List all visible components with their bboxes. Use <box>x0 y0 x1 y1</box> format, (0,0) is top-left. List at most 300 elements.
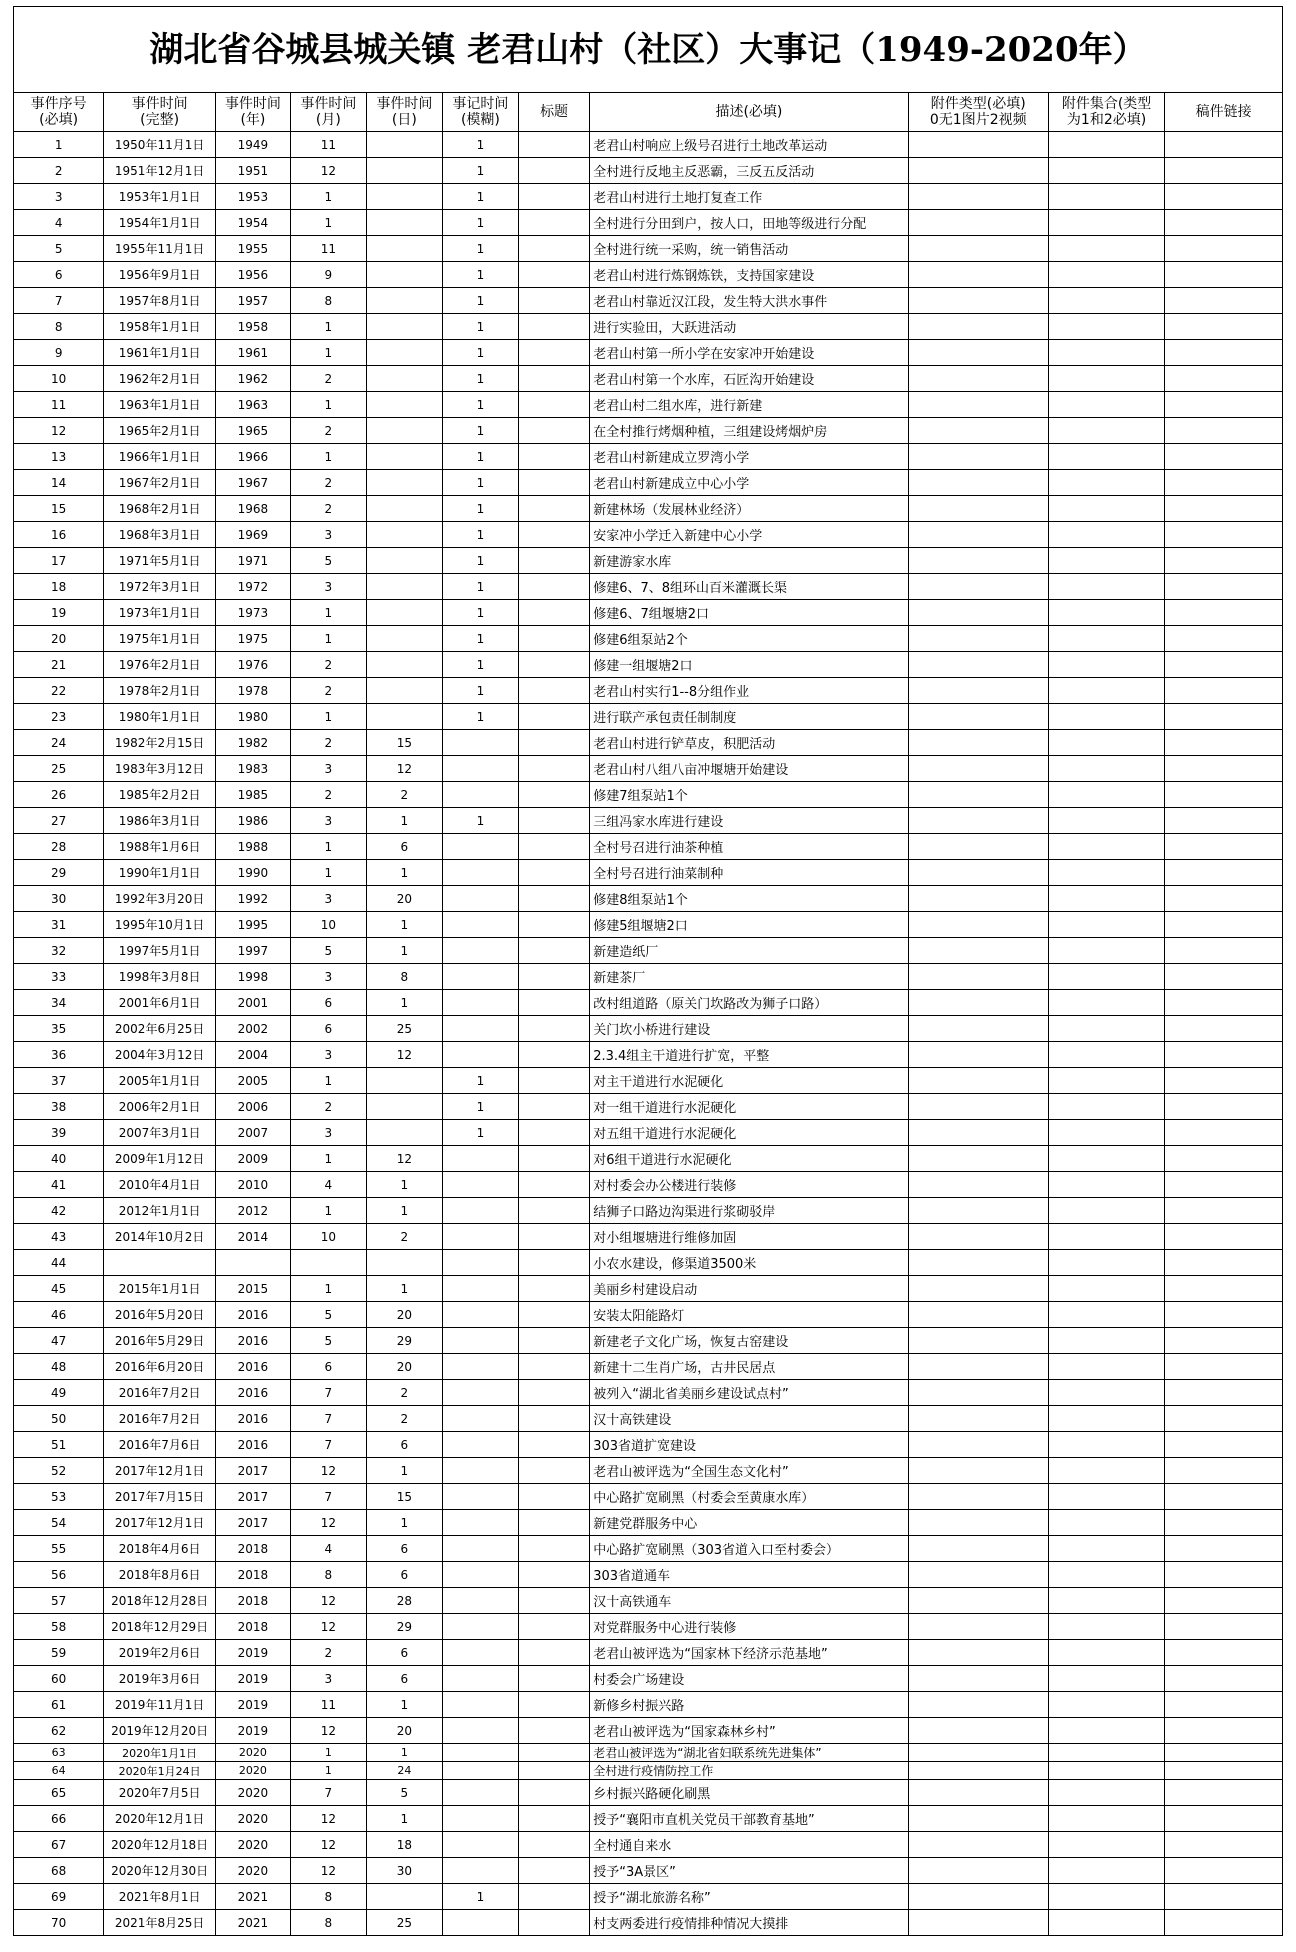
table-cell: 61 <box>14 1692 104 1718</box>
table-cell <box>1165 1068 1283 1094</box>
table-cell <box>442 1432 518 1458</box>
table-cell: 2020年7月5日 <box>104 1780 216 1806</box>
table-cell: 60 <box>14 1666 104 1692</box>
table-cell: 1 <box>290 1198 366 1224</box>
table-cell: 69 <box>14 1884 104 1910</box>
table-cell <box>442 1762 518 1780</box>
table-cell <box>908 548 1048 574</box>
table-cell: 1 <box>442 236 518 262</box>
table-cell: 全村号召进行油茶种植 <box>590 834 908 860</box>
table-cell: 1975年1月1日 <box>104 626 216 652</box>
table-cell <box>442 1780 518 1806</box>
table-cell: 2016 <box>215 1380 290 1406</box>
table-row <box>14 288 1283 314</box>
table-cell: 1997 <box>215 938 290 964</box>
table-row <box>14 1884 1283 1910</box>
table-cell <box>1165 1806 1283 1832</box>
column-header: 稿件链接 <box>1165 93 1283 132</box>
table-cell: 1 <box>366 1692 442 1718</box>
table-cell: 26 <box>14 782 104 808</box>
table-cell <box>518 288 589 314</box>
table-cell: 20 <box>14 626 104 652</box>
table-cell: 2012 <box>215 1198 290 1224</box>
table-cell <box>442 1016 518 1042</box>
table-cell: 28 <box>366 1588 442 1614</box>
table-cell: 2021 <box>215 1910 290 1936</box>
table-cell: 1968年3月1日 <box>104 522 216 548</box>
table-cell <box>518 418 589 444</box>
table-cell: 乡村振兴路硬化刷黑 <box>590 1780 908 1806</box>
table-cell: 1992 <box>215 886 290 912</box>
table-cell <box>1165 1354 1283 1380</box>
table-cell <box>366 262 442 288</box>
table-cell <box>908 470 1048 496</box>
table-cell: 20 <box>366 1354 442 1380</box>
table-cell: 54 <box>14 1510 104 1536</box>
column-header: 事件时间 (月) <box>290 93 366 132</box>
table-cell: 1963年1月1日 <box>104 392 216 418</box>
table-row <box>14 1432 1283 1458</box>
table-row <box>14 1762 1283 1780</box>
table-cell: 6 <box>366 1666 442 1692</box>
table-cell: 6 <box>290 990 366 1016</box>
table-cell: 1967 <box>215 470 290 496</box>
table-cell <box>1048 1666 1164 1692</box>
table-cell: 修建5组堰塘2口 <box>590 912 908 938</box>
table-cell <box>1048 184 1164 210</box>
table-cell <box>1165 288 1283 314</box>
table-cell: 3 <box>14 184 104 210</box>
table-cell <box>1165 444 1283 470</box>
table-cell: 1992年3月20日 <box>104 886 216 912</box>
table-cell <box>1165 1432 1283 1458</box>
table-cell: 小农水建设，修渠道3500米 <box>590 1250 908 1276</box>
table-cell: 村支两委进行疫情排种情况大摸排 <box>590 1910 908 1936</box>
table-cell <box>366 1120 442 1146</box>
table-cell <box>366 392 442 418</box>
table-cell: 11 <box>290 236 366 262</box>
table-cell <box>518 886 589 912</box>
table-cell: 对村委会办公楼进行装修 <box>590 1172 908 1198</box>
table-cell: 1998年3月8日 <box>104 964 216 990</box>
table-cell: 老君山村第一个水库，石匠沟开始建设 <box>590 366 908 392</box>
table-cell <box>1165 1666 1283 1692</box>
table-cell: 老君山村响应上级号召进行土地改革运动 <box>590 132 908 158</box>
table-cell: 2019年3月6日 <box>104 1666 216 1692</box>
table-cell: 38 <box>14 1094 104 1120</box>
table-cell: 1 <box>442 678 518 704</box>
table-cell: 18 <box>366 1832 442 1858</box>
table-cell: 2020年1月1日 <box>104 1744 216 1762</box>
table-cell: 1986年3月1日 <box>104 808 216 834</box>
table-cell <box>908 1146 1048 1172</box>
table-cell: 1 <box>442 808 518 834</box>
column-header: 标题 <box>518 93 589 132</box>
table-cell: 7 <box>290 1780 366 1806</box>
table-cell <box>1165 730 1283 756</box>
table-cell: 63 <box>14 1744 104 1762</box>
table-cell <box>1048 1094 1164 1120</box>
table-cell <box>1048 1718 1164 1744</box>
table-cell <box>1165 678 1283 704</box>
table-cell: 51 <box>14 1432 104 1458</box>
table-cell: 1966年1月1日 <box>104 444 216 470</box>
table-cell <box>1048 1068 1164 1094</box>
table-cell <box>1048 964 1164 990</box>
table-cell: 1956 <box>215 262 290 288</box>
table-cell <box>1048 288 1164 314</box>
table-cell <box>908 1120 1048 1146</box>
table-cell <box>518 1666 589 1692</box>
table-cell: 1967年2月1日 <box>104 470 216 496</box>
table-row <box>14 626 1283 652</box>
table-cell <box>1165 1780 1283 1806</box>
column-header: 事记时间 (模糊) <box>442 93 518 132</box>
table-cell <box>366 652 442 678</box>
table-cell <box>1165 1718 1283 1744</box>
table-cell <box>1048 444 1164 470</box>
table-cell <box>518 496 589 522</box>
table-cell <box>518 938 589 964</box>
table-cell <box>908 1614 1048 1640</box>
table-cell <box>518 1120 589 1146</box>
table-cell <box>908 1380 1048 1406</box>
table-cell: 2017 <box>215 1458 290 1484</box>
table-cell <box>908 1718 1048 1744</box>
table-cell <box>1165 1250 1283 1276</box>
table-cell <box>518 990 589 1016</box>
table-cell: 新建十二生肖广场，古井民居点 <box>590 1354 908 1380</box>
table-row <box>14 834 1283 860</box>
table-cell: 对党群服务中心进行装修 <box>590 1614 908 1640</box>
table-cell: 2 <box>290 782 366 808</box>
table-cell <box>908 184 1048 210</box>
column-header: 附件类型(必填) 0无1图片2视频 <box>908 93 1048 132</box>
table-cell: 1 <box>366 1744 442 1762</box>
table-cell: 1 <box>442 366 518 392</box>
table-cell <box>1165 340 1283 366</box>
table-cell <box>908 730 1048 756</box>
table-row <box>14 652 1283 678</box>
table-cell: 30 <box>14 886 104 912</box>
table-cell <box>442 1484 518 1510</box>
table-cell: 老君山村实行1--8分组作业 <box>590 678 908 704</box>
table-cell <box>1165 1380 1283 1406</box>
table-cell: 1 <box>290 626 366 652</box>
table-cell: 1 <box>442 522 518 548</box>
table-cell: 1990 <box>215 860 290 886</box>
table-cell: 12 <box>290 1614 366 1640</box>
table-cell <box>1165 1762 1283 1780</box>
table-cell: 12 <box>290 1832 366 1858</box>
table-cell <box>518 1224 589 1250</box>
table-cell <box>1048 1328 1164 1354</box>
table-cell <box>908 626 1048 652</box>
table-cell: 1973 <box>215 600 290 626</box>
table-cell: 2 <box>290 496 366 522</box>
table-row <box>14 704 1283 730</box>
table-cell: 老君山村新建成立罗湾小学 <box>590 444 908 470</box>
table-cell: 1 <box>290 444 366 470</box>
table-cell: 1950年11月1日 <box>104 132 216 158</box>
table-cell <box>442 886 518 912</box>
table-cell: 被列入“湖北省美丽乡建设试点村” <box>590 1380 908 1406</box>
table-cell: 6 <box>366 1640 442 1666</box>
table-cell <box>1048 704 1164 730</box>
table-cell <box>908 1510 1048 1536</box>
table-cell <box>518 756 589 782</box>
table-cell: 25 <box>366 1016 442 1042</box>
table-cell <box>1048 1172 1164 1198</box>
table-cell: 5 <box>290 1302 366 1328</box>
table-cell <box>1165 418 1283 444</box>
table-cell: 2006年2月1日 <box>104 1094 216 1120</box>
table-cell <box>1048 938 1164 964</box>
table-row <box>14 1614 1283 1640</box>
table-cell <box>908 1484 1048 1510</box>
table-cell <box>908 938 1048 964</box>
column-header: 事件时间 (完整) <box>104 93 216 132</box>
table-cell <box>1048 496 1164 522</box>
table-cell <box>1048 1780 1164 1806</box>
table-cell <box>1165 886 1283 912</box>
table-cell <box>1048 990 1164 1016</box>
table-cell <box>908 496 1048 522</box>
table-cell <box>1048 548 1164 574</box>
table-cell <box>518 314 589 340</box>
table-cell <box>908 912 1048 938</box>
table-cell: 25 <box>14 756 104 782</box>
table-cell: 2017年12月1日 <box>104 1510 216 1536</box>
table-cell <box>908 444 1048 470</box>
table-cell <box>518 1562 589 1588</box>
table-cell: 2 <box>290 470 366 496</box>
table-cell: 1 <box>14 132 104 158</box>
table-cell <box>442 1536 518 1562</box>
table-cell: 1 <box>290 1744 366 1762</box>
table-cell: 1955 <box>215 236 290 262</box>
table-row <box>14 132 1283 158</box>
table-cell <box>908 652 1048 678</box>
table-cell: 全村号召进行油菜制种 <box>590 860 908 886</box>
table-row <box>14 1406 1283 1432</box>
table-cell: 1971年5月1日 <box>104 548 216 574</box>
table-cell: 2007年3月1日 <box>104 1120 216 1146</box>
table-cell: 12 <box>290 1718 366 1744</box>
table-cell <box>1048 574 1164 600</box>
table-cell <box>518 340 589 366</box>
table-cell: 2019 <box>215 1692 290 1718</box>
table-cell <box>1165 1536 1283 1562</box>
table-cell <box>908 132 1048 158</box>
table-cell: 2017 <box>215 1510 290 1536</box>
table-cell <box>442 1510 518 1536</box>
table-cell <box>518 1910 589 1936</box>
table-cell: 1 <box>290 704 366 730</box>
table-cell: 1966 <box>215 444 290 470</box>
table-cell: 1 <box>442 704 518 730</box>
table-cell: 1 <box>290 1146 366 1172</box>
table-cell: 3 <box>290 522 366 548</box>
table-cell: 村委会广场建设 <box>590 1666 908 1692</box>
table-cell: 35 <box>14 1016 104 1042</box>
table-cell: 安家冲小学迁入新建中心小学 <box>590 522 908 548</box>
table-cell: 43 <box>14 1224 104 1250</box>
table-cell: 23 <box>14 704 104 730</box>
table-row <box>14 366 1283 392</box>
table-cell: 老君山村新建成立中心小学 <box>590 470 908 496</box>
table-cell: 新建茶厂 <box>590 964 908 990</box>
table-cell <box>518 652 589 678</box>
table-cell: 1968年2月1日 <box>104 496 216 522</box>
table-cell: 1 <box>290 1276 366 1302</box>
table-cell: 1 <box>442 418 518 444</box>
table-cell: 4 <box>290 1536 366 1562</box>
table-cell: 3 <box>290 1120 366 1146</box>
table-cell <box>518 1068 589 1094</box>
table-cell <box>366 340 442 366</box>
table-cell <box>1048 652 1164 678</box>
table-row <box>14 1380 1283 1406</box>
table-cell: 1953年1月1日 <box>104 184 216 210</box>
table-cell: 48 <box>14 1354 104 1380</box>
table-cell <box>366 704 442 730</box>
table-cell: 2010 <box>215 1172 290 1198</box>
table-cell: 1 <box>442 158 518 184</box>
table-cell <box>1048 1380 1164 1406</box>
table-cell: 1953 <box>215 184 290 210</box>
table-cell: 1 <box>366 1458 442 1484</box>
table-cell: 2021年8月25日 <box>104 1910 216 1936</box>
table-cell <box>366 1250 442 1276</box>
table-cell <box>518 1806 589 1832</box>
table-cell: 2 <box>290 1094 366 1120</box>
table-cell: 1968 <box>215 496 290 522</box>
table-cell <box>1165 366 1283 392</box>
table-cell <box>908 262 1048 288</box>
table-cell: 全村进行统一采购，统一销售活动 <box>590 236 908 262</box>
table-cell <box>442 990 518 1016</box>
table-cell: 11 <box>290 1692 366 1718</box>
table-row <box>14 236 1283 262</box>
table-cell: 关门坎小桥进行建设 <box>590 1016 908 1042</box>
table-row <box>14 938 1283 964</box>
table-cell <box>908 1016 1048 1042</box>
table-cell <box>442 1042 518 1068</box>
table-cell: 2020 <box>215 1762 290 1780</box>
table-cell: 49 <box>14 1380 104 1406</box>
table-cell: 2020年1月24日 <box>104 1762 216 1780</box>
table-cell <box>908 1250 1048 1276</box>
table-cell <box>1048 1198 1164 1224</box>
table-cell <box>1165 548 1283 574</box>
table-cell: 30 <box>366 1858 442 1884</box>
table-cell <box>908 1224 1048 1250</box>
table-row <box>14 808 1283 834</box>
table-row <box>14 1562 1283 1588</box>
table-cell: 全村进行疫情防控工作 <box>590 1762 908 1780</box>
table-cell <box>1165 236 1283 262</box>
table-cell: 1 <box>442 496 518 522</box>
table-row <box>14 964 1283 990</box>
table-cell: 46 <box>14 1302 104 1328</box>
table-cell: 25 <box>366 1910 442 1936</box>
table-cell: 老君山被评选为“全国生态文化村” <box>590 1458 908 1484</box>
table-cell: 33 <box>14 964 104 990</box>
table-row <box>14 522 1283 548</box>
table-cell <box>366 132 442 158</box>
table-cell <box>1165 1484 1283 1510</box>
table-cell: 1 <box>442 1884 518 1910</box>
table-cell: 1 <box>290 210 366 236</box>
table-cell: 进行实验田，大跃进活动 <box>590 314 908 340</box>
table-cell <box>366 184 442 210</box>
table-row <box>14 184 1283 210</box>
table-cell: 4 <box>290 1172 366 1198</box>
table-cell: 2020年12月1日 <box>104 1806 216 1832</box>
table-cell: 5 <box>290 548 366 574</box>
table-row <box>14 1832 1283 1858</box>
table-cell <box>1165 314 1283 340</box>
table-row <box>14 1858 1283 1884</box>
table-cell: 50 <box>14 1406 104 1432</box>
table-cell: 修建一组堰塘2口 <box>590 652 908 678</box>
table-cell: 3 <box>290 756 366 782</box>
table-cell: 2016 <box>215 1328 290 1354</box>
table-cell: 36 <box>14 1042 104 1068</box>
table-cell <box>1165 1016 1283 1042</box>
table-cell: 1965 <box>215 418 290 444</box>
table-cell <box>1048 392 1164 418</box>
table-cell: 12 <box>290 1510 366 1536</box>
table-cell <box>908 1172 1048 1198</box>
table-cell: 2 <box>290 366 366 392</box>
table-cell <box>518 210 589 236</box>
table-cell: 3 <box>290 964 366 990</box>
table-cell: 1971 <box>215 548 290 574</box>
table-cell: 1976年2月1日 <box>104 652 216 678</box>
table-cell: 10 <box>290 912 366 938</box>
table-cell: 303省道扩宽建设 <box>590 1432 908 1458</box>
table-cell: 1 <box>290 834 366 860</box>
table-cell <box>1165 1302 1283 1328</box>
table-cell: 12 <box>14 418 104 444</box>
table-cell <box>518 1588 589 1614</box>
table-cell: 65 <box>14 1780 104 1806</box>
table-cell <box>1048 808 1164 834</box>
table-cell: 1988 <box>215 834 290 860</box>
table-cell: 1 <box>290 184 366 210</box>
table-cell <box>1048 1510 1164 1536</box>
table-cell <box>518 1146 589 1172</box>
table-cell: 1988年1月6日 <box>104 834 216 860</box>
table-cell <box>908 236 1048 262</box>
table-cell <box>366 600 442 626</box>
table-cell <box>518 522 589 548</box>
table-cell <box>518 704 589 730</box>
table-cell: 1 <box>290 1762 366 1780</box>
table-cell: 6 <box>290 1354 366 1380</box>
table-cell: 20 <box>366 886 442 912</box>
table-cell: 1995 <box>215 912 290 938</box>
table-cell <box>518 470 589 496</box>
table-cell <box>518 1692 589 1718</box>
table-cell <box>366 626 442 652</box>
table-cell: 1 <box>442 392 518 418</box>
table-cell: 2017年7月15日 <box>104 1484 216 1510</box>
table-cell: 1951 <box>215 158 290 184</box>
table-cell <box>908 808 1048 834</box>
